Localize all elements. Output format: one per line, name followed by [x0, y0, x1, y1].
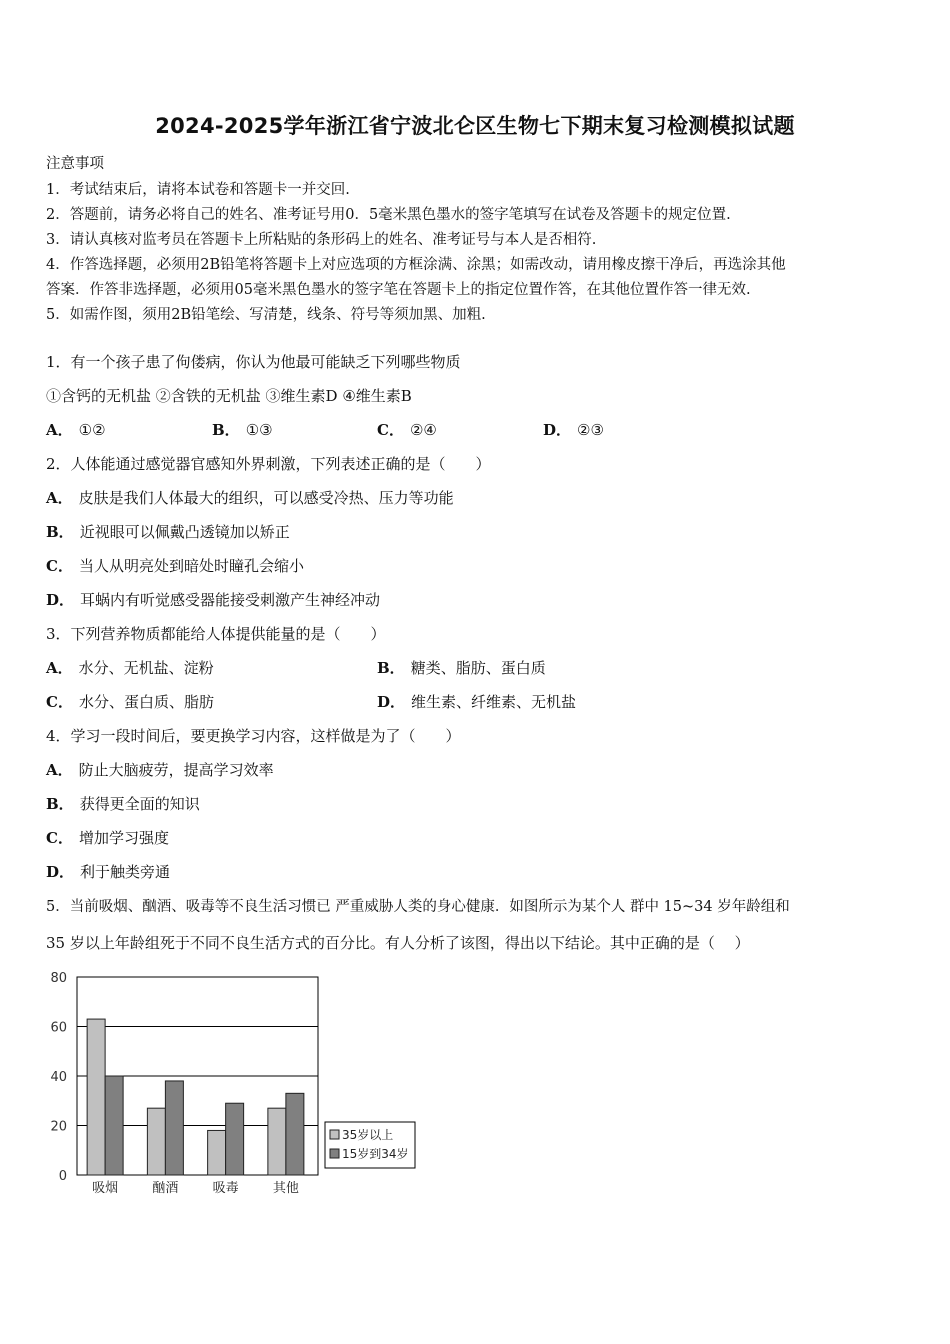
- x-category-label: 吸毒: [212, 1181, 239, 1196]
- notice-item: 5．如需作图，须用2B铅笔绘、写清楚，线条、符号等须加黑、加粗.: [46, 307, 486, 323]
- notice-item: 1．考试结束后，请将本试卷和答题卡一并交回.: [46, 182, 350, 198]
- y-tick-label: 20: [50, 1119, 67, 1135]
- question-5-stem-line-2: 35 岁以上年龄组死于不同不良生活方式的百分比。有人分析了该图，得出以下结论。其中正确的是（ ）: [46, 934, 750, 952]
- option-key: B．: [377, 659, 405, 677]
- bar: [268, 1108, 286, 1175]
- option-key: A．: [46, 489, 73, 507]
- question-1-stem: 1．有一个孩子患了佝偻病，你认为他最可能缺乏下列哪些物质: [46, 353, 461, 371]
- y-tick-label: 80: [50, 971, 67, 986]
- option-key: D．: [46, 591, 75, 609]
- bar: [286, 1093, 304, 1175]
- option-text: 耳蜗内有听觉感受器能接受刺激产生神经冲动: [80, 591, 381, 609]
- option-key: A．: [46, 659, 73, 677]
- option-text: ②④: [409, 421, 437, 439]
- notice-item: 3．请认真核对监考员在答题卡上所粘贴的条形码上的姓名、准考证号与本人是否相符.: [46, 232, 597, 248]
- bar: [165, 1081, 183, 1175]
- option-text: ①③: [245, 421, 273, 439]
- question-2-option-d[interactable]: [46, 589, 380, 610]
- question-3-option-a[interactable]: [46, 657, 214, 678]
- x-category-label: 酗酒: [152, 1181, 179, 1196]
- legend-swatch: [330, 1149, 339, 1158]
- y-tick-label: 0: [58, 1169, 67, 1184]
- x-category-label: 其他: [272, 1181, 299, 1196]
- option-text: ①②: [78, 421, 106, 439]
- option-text: 当人从明亮处到暗处时瞳孔会缩小: [78, 557, 304, 575]
- option-key: B．: [46, 523, 74, 541]
- option-text: 皮肤是我们人体最大的组织，可以感受冷热、压力等功能: [78, 489, 454, 507]
- option-key: D．: [46, 863, 75, 881]
- notice-item: 答案．作答非选择题，必须用05毫米黑色墨水的签字笔在答题卡上的指定位置作答，在其他位置作答一律无效.: [46, 282, 751, 298]
- question-1-option-c[interactable]: [377, 419, 437, 440]
- question-4-option-b[interactable]: [46, 793, 200, 814]
- option-text: 增加学习强度: [78, 829, 169, 847]
- option-key: C．: [46, 829, 73, 847]
- option-key: B．: [212, 421, 240, 439]
- notice-item: 4．作答选择题，必须用2B铅笔将答题卡上对应选项的方框涂满、涂黑；如需改动，请用橡皮擦干净后，再选涂其他: [46, 257, 786, 273]
- legend-label: 15岁到34岁: [342, 1147, 409, 1161]
- question-5-stem-line-1: 5．当前吸烟、酗酒、吸毒等不良生活习惯已 严重威胁人类的身心健康．如图所示为某个人 群中 15~34 岁年龄组和: [46, 899, 790, 915]
- option-text: 维生素、纤维素、无机盐: [411, 693, 577, 711]
- question-4-option-a[interactable]: [46, 759, 274, 780]
- question-3-option-c[interactable]: [46, 691, 214, 712]
- legend-label: 35岁以上: [342, 1128, 394, 1142]
- bar: [147, 1108, 165, 1175]
- question-2-option-a[interactable]: [46, 487, 454, 508]
- option-key: D．: [377, 693, 406, 711]
- question-3-option-d[interactable]: [377, 691, 576, 712]
- question-4-option-c[interactable]: [46, 827, 169, 848]
- question-4-option-d[interactable]: [46, 861, 170, 882]
- option-text: 近视眼可以佩戴凸透镜加以矫正: [79, 523, 290, 541]
- legend-swatch: [330, 1130, 339, 1139]
- bar: [105, 1076, 123, 1175]
- bar: [226, 1103, 244, 1175]
- question-4-stem: 4．学习一段时间后，要更换学习内容，这样做是为了（ ）: [46, 727, 461, 745]
- question-3-stem: 3．下列营养物质都能给人体提供能量的是（ ）: [46, 625, 386, 643]
- option-key: C．: [46, 693, 73, 711]
- option-key: C．: [46, 557, 73, 575]
- y-tick-label: 60: [50, 1020, 67, 1036]
- bar: [208, 1130, 226, 1175]
- bar-chart-svg: [40, 965, 420, 1200]
- question-1-option-d[interactable]: [543, 419, 604, 440]
- option-text: 糖类、脂肪、蛋白质: [410, 659, 546, 677]
- question-1-items: ①含钙的无机盐 ②含铁的无机盐 ③维生素D ④维生素B: [46, 387, 412, 405]
- bar-chart: [40, 965, 420, 1200]
- bar: [87, 1019, 105, 1175]
- option-text: 获得更全面的知识: [79, 795, 200, 813]
- option-text: 防止大脑疲劳，提高学习效率: [78, 761, 274, 779]
- y-tick-label: 40: [50, 1070, 67, 1085]
- option-key: A．: [46, 761, 73, 779]
- option-text: 利于触类旁通: [80, 863, 171, 881]
- notice-item: 2．答题前，请务必将自己的姓名、准考证号用0．5毫米黑色墨水的签字笔填写在试卷及答题卡的规定位置.: [46, 207, 731, 223]
- page-title: 2024-2025学年浙江省宁波北仑区生物七下期末复习检测模拟试题: [155, 114, 795, 138]
- option-text: 水分、蛋白质、脂肪: [78, 693, 214, 711]
- option-key: B．: [46, 795, 74, 813]
- x-category-label: 吸烟: [92, 1181, 119, 1196]
- option-key: A．: [46, 421, 73, 439]
- question-1-option-a[interactable]: [46, 419, 106, 440]
- question-2-option-b[interactable]: [46, 521, 290, 542]
- question-2-option-c[interactable]: [46, 555, 304, 576]
- question-3-option-b[interactable]: [377, 657, 546, 678]
- question-1-option-b[interactable]: [212, 419, 273, 440]
- option-text: ②③: [577, 421, 604, 439]
- option-key: D．: [543, 421, 572, 439]
- question-2-stem: 2．人体能通过感觉器官感知外界刺激，下列表述正确的是（ ）: [46, 455, 491, 473]
- notice-heading: 注意事项: [46, 156, 104, 172]
- option-text: 水分、无机盐、淀粉: [78, 659, 214, 677]
- option-key: C．: [377, 421, 404, 439]
